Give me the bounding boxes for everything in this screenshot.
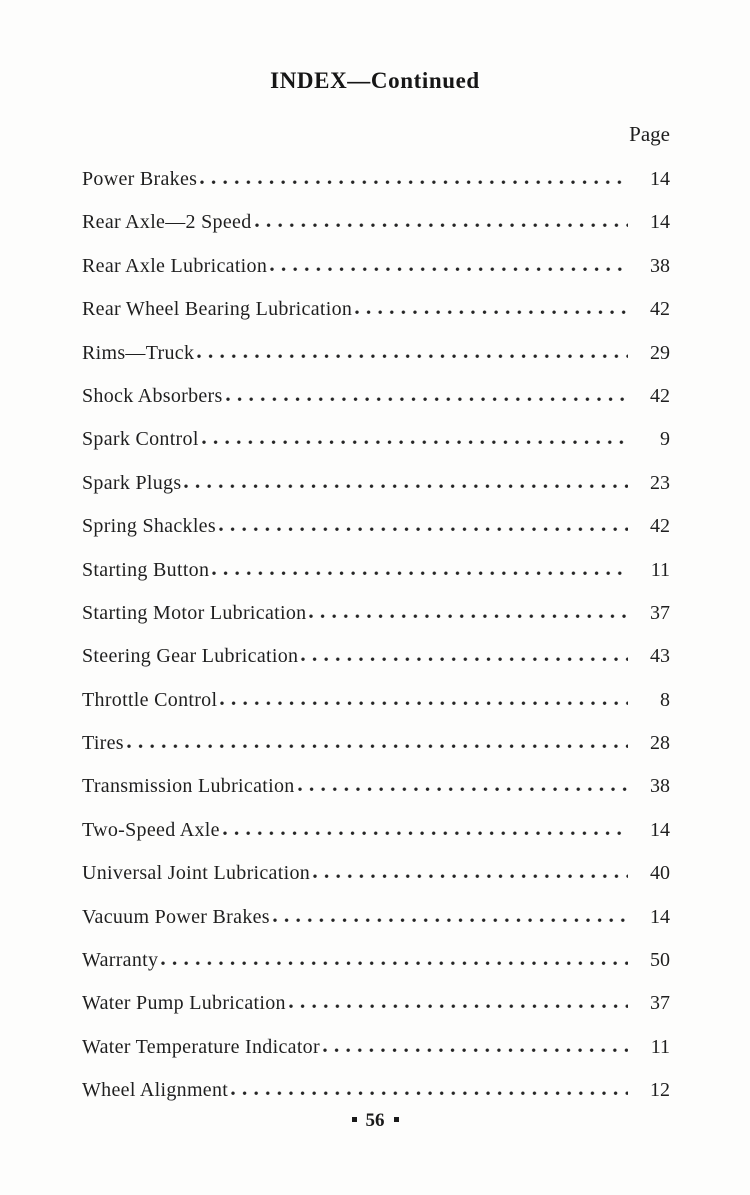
entry-page-number: 43 [650, 645, 670, 668]
index-entry [82, 861, 670, 904]
index-entry [82, 558, 670, 601]
entry-label: Universal Joint Lubrication [82, 862, 311, 885]
index-entry [82, 818, 670, 861]
entry-label: Warranty [82, 949, 159, 972]
entry-page-number: 50 [650, 949, 670, 972]
entry-label: Rear Axle—2 Speed [82, 211, 252, 234]
dot-leader [202, 440, 628, 445]
dot-leader [231, 1091, 628, 1096]
entry-label: Starting Motor Lubrication [82, 601, 307, 624]
dot-leader [220, 701, 628, 706]
entry-page-number: 42 [650, 515, 670, 538]
folio-ornament-left-icon [352, 1117, 357, 1122]
entry-label: Spark Plugs [82, 471, 182, 494]
index-entry [82, 254, 670, 297]
dot-leader [313, 874, 628, 879]
folio [0, 1110, 750, 1132]
entry-label: Steering Gear Lubrication [82, 645, 299, 668]
page-title: INDEX—Continued [270, 68, 480, 93]
entry-label: Starting Button [82, 558, 210, 581]
index-entry [82, 514, 670, 557]
entry-page-number: 29 [650, 341, 670, 364]
dot-leader [127, 744, 628, 749]
index-entry [82, 601, 670, 644]
dot-leader [226, 397, 628, 402]
index-entry [82, 774, 670, 817]
index-list [82, 167, 670, 1122]
entry-page-number: 14 [650, 168, 670, 190]
entry-page-number: 8 [660, 688, 670, 711]
entry-label: Rear Axle Lubrication [82, 254, 268, 277]
dot-leader [309, 614, 628, 619]
entry-page-number: 37 [650, 601, 670, 624]
index-entry [82, 297, 670, 340]
dot-leader [323, 1048, 628, 1053]
dot-leader [223, 831, 628, 836]
index-entry [82, 644, 670, 687]
entry-label: Transmission Lubrication [82, 775, 295, 798]
entry-label: Rear Wheel Bearing Lubrication [82, 298, 353, 321]
dot-leader [298, 787, 628, 792]
entry-page-number: 9 [660, 428, 670, 451]
entry-page-number: 42 [650, 384, 670, 407]
index-entry [82, 384, 670, 427]
entry-page-number: 12 [650, 1079, 670, 1102]
index-entry [82, 731, 670, 774]
entry-page-number: 37 [650, 992, 670, 1015]
entry-page-number: 40 [650, 862, 670, 885]
dot-leader [200, 180, 628, 185]
entry-label: Water Temperature Indicator [82, 1035, 320, 1058]
folio-page-number: 56 [365, 1110, 385, 1131]
index-entry [82, 210, 670, 253]
dot-leader [289, 1004, 628, 1009]
entry-page-number: 42 [650, 298, 670, 321]
dot-leader [219, 527, 628, 532]
entry-label: Vacuum Power Brakes [82, 905, 270, 928]
index-entry [82, 167, 670, 210]
entry-page-number: 11 [650, 1035, 670, 1058]
entry-page-number: 14 [650, 818, 670, 841]
index-entry [82, 688, 670, 731]
index-entry [82, 948, 670, 991]
dot-leader [184, 484, 628, 489]
index-entry [82, 1035, 670, 1078]
entry-label: Rims—Truck [82, 341, 195, 364]
dot-leader [255, 223, 628, 228]
entry-page-number: 28 [650, 732, 670, 755]
dot-leader [273, 918, 628, 923]
folio-ornament-right-icon [394, 1117, 399, 1122]
index-entry [82, 471, 670, 514]
entry-label: Spark Control [82, 428, 199, 451]
index-entry [82, 427, 670, 470]
entry-label: Wheel Alignment [82, 1079, 229, 1102]
entry-label: Power Brakes [82, 168, 198, 190]
index-entry [82, 905, 670, 948]
entry-label: Shock Absorbers [82, 384, 223, 407]
entry-page-number: 11 [650, 558, 670, 581]
entry-label: Spring Shackles [82, 515, 216, 538]
dot-leader [197, 354, 628, 359]
entry-label: Water Pump Lubrication [82, 992, 286, 1015]
index-entry [82, 991, 670, 1034]
entry-page-number: 23 [650, 471, 670, 494]
page-column-header: Page [629, 122, 670, 146]
entry-page-number: 14 [650, 905, 670, 928]
index-entry [82, 341, 670, 384]
entry-page-number: 38 [650, 775, 670, 798]
entry-label: Throttle Control [82, 688, 218, 711]
entry-page-number: 38 [650, 254, 670, 277]
dot-leader [270, 267, 628, 272]
dot-leader [212, 571, 628, 576]
dot-leader [301, 657, 628, 662]
dot-leader [355, 310, 628, 315]
entry-label: Tires [82, 732, 124, 755]
entry-page-number: 14 [650, 211, 670, 234]
dot-leader [161, 961, 628, 966]
entry-label: Two-Speed Axle [82, 818, 220, 841]
